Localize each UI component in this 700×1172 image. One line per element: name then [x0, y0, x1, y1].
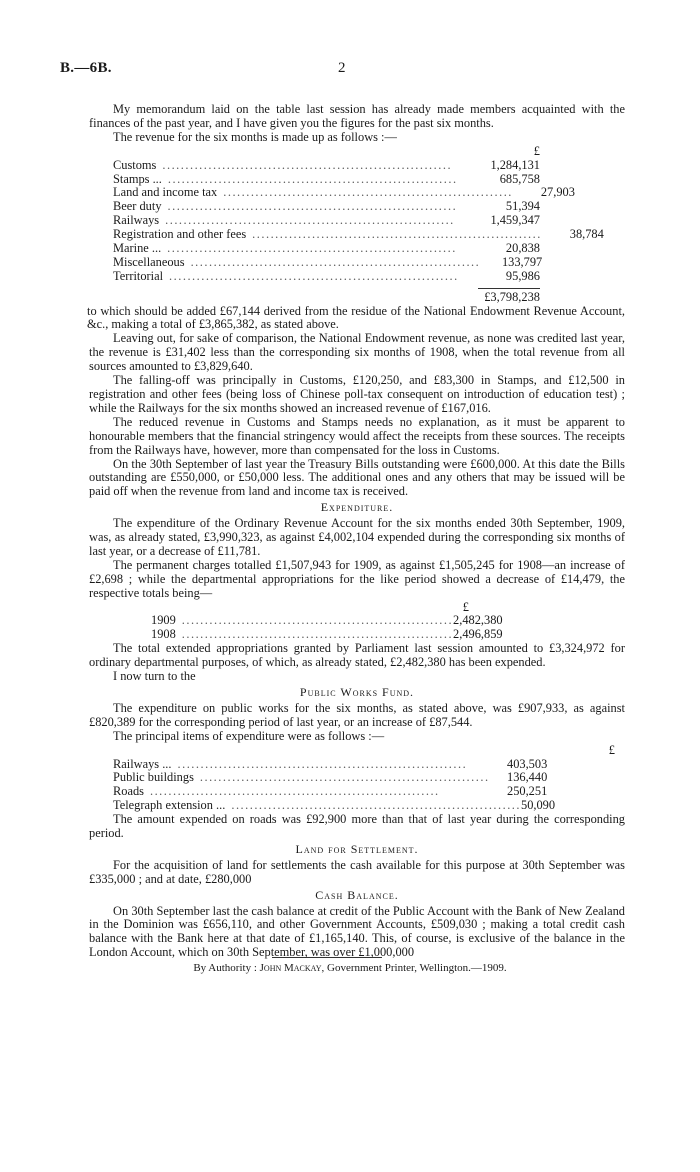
- revenue-row: Railways ............................................................... 1,459,347: [113, 213, 540, 228]
- public-works-intro: The principal items of expenditure were as follows :—: [113, 728, 385, 743]
- revenue-table: [89, 159, 625, 284]
- year-row: 1908 ........................................................... 2,496,859: [151, 627, 503, 642]
- paragraph: The permanent charges totalled £1,507,943 for 1909, as against £1,505,245 for 1908—an increase of £2,698 ; while the departmental appropriations for the like period showed a decrease of £14,479, the respective totals being—: [89, 557, 625, 600]
- appropriations-table: [89, 614, 625, 642]
- imprint-authority: By Authority :: [193, 962, 257, 974]
- document-code: B.—6B.: [60, 60, 112, 76]
- years-currency-symbol: £: [462, 599, 469, 614]
- public-works-currency-symbol: £: [608, 742, 615, 757]
- section-heading-land-settlement: Land for Settlement.: [295, 841, 419, 856]
- public-works-row: Roads ............................................................... 250,251: [113, 784, 548, 799]
- footer-rule: [272, 957, 382, 958]
- document-body: [89, 103, 625, 960]
- page-header: [60, 62, 630, 82]
- paragraph: The amount expended on roads was £92,900 more than that of last year during the corresponding period.: [89, 812, 625, 840]
- page-number: 2: [338, 60, 346, 76]
- revenue-row: Miscellaneous ............................................................... 133,797: [113, 254, 543, 269]
- revenue-row: Land and income tax ............................................................... 27,903: [113, 185, 575, 200]
- revenue-row: Territorial ............................................................... 95,986: [113, 268, 540, 283]
- intro-paragraph: My memorandum laid on the table last session has already made members acquainted with the finances of the past year, and I have given you the figures for the past six months.: [89, 102, 625, 130]
- paragraph: Leaving out, for sake of comparison, the National Endowment revenue, as none was credited last year, the revenue is £31,402 less than the corresponding six months of 1908, when the total revenue from all sources amounted to £3,829,640.: [89, 331, 625, 374]
- revenue-row: Beer duty ............................................................... 51,394: [113, 199, 540, 214]
- revenue-row: Stamps ... ............................................................... 685,758: [113, 171, 540, 186]
- section-heading-public-works: Public Works Fund.: [299, 684, 415, 699]
- public-works-row: Railways ... ............................................................... 403,503: [113, 756, 548, 771]
- paragraph: For the acquisition of land for settlements the cash available for this purpose at 30th September was £335,000 ; and at date, £280,000: [89, 857, 625, 886]
- paragraph: On the 30th September of last year the Treasury Bills outstanding were £600,000. At this date the Bills outstanding are £550,000, or £50,000 less. The additional ones and any others that may be issued will be paid off when the revenue from land and income tax is received.: [89, 456, 625, 499]
- revenue-intro: The revenue for the six months is made up as follows :—: [113, 129, 397, 144]
- revenue-row: Registration and other fees ............................................................... 38,784: [113, 227, 604, 242]
- revenue-total: £3,798,238: [484, 289, 540, 304]
- public-works-row: Telegraph extension ... ............................................................... 50,090: [113, 798, 556, 813]
- total-rule-line: [89, 284, 540, 289]
- revenue-row: Marine ... ............................................................... 20,838: [113, 240, 540, 255]
- year-row: 1909 ........................................................... 2,482,380: [151, 613, 503, 628]
- section-heading-cash-balance: Cash Balance.: [315, 887, 399, 902]
- imprint-printer-name: John Mackay,: [259, 962, 325, 974]
- paragraph: to which should be added £67,144 derived from the residue of the National Endowment Revenue Account, &c., making a total of £3,865,382, as stated above.: [87, 303, 625, 332]
- public-works-table: [89, 758, 625, 814]
- printer-imprint: [0, 962, 700, 976]
- imprint-printer-details: Government Printer, Wellington.—1909.: [327, 962, 507, 974]
- paragraph: The falling-off was principally in Customs, £120,250, and £83,300 in Stamps, and £12,500 in registration and other fees (being loss of Chinese poll-tax consequent on introduction of education test) ; while the Railways for the six months showed an increased revenue of £167,016.: [89, 373, 625, 415]
- paragraph: I now turn to the: [113, 669, 196, 684]
- revenue-row: Customs ............................................................... 1,284,131: [113, 157, 540, 172]
- paragraph: The total extended appropriations granted by Parliament last session amounted to £3,324,972 for ordinary departmental purposes, of which, as already stated, £2,482,380 has been expended.: [89, 641, 625, 670]
- public-works-row: Public buildings ............................................................... 136,440: [113, 770, 548, 785]
- paragraph: The expenditure of the Ordinary Revenue Account for the six months ended 30th September, 1909, was, as already stated, £3,990,323, as against £4,002,104 expended during the corresponding six months of last year, or a decrease of £11,781.: [89, 516, 625, 558]
- revenue-currency-symbol: £: [533, 143, 540, 158]
- section-heading-expenditure: Expenditure.: [320, 500, 394, 515]
- paragraph: The expenditure on public works for the six months, as stated above, was £907,933, as against £820,389 for the corresponding period of last year, or an increase of £87,544.: [89, 700, 625, 729]
- paragraph: The reduced revenue in Customs and Stamps needs no explanation, as it must be apparent to honourable members that the financial stringency would affect the receipts from these sources. The receipts from the Railways have, however, more than compensated for the loss in Customs.: [89, 414, 625, 457]
- paragraph: On 30th September last the cash balance at credit of the Public Account with the Bank of New Zealand in the Dominion was £656,110, and other Government Accounts, £509,030 ; making a total credit cash balance with the Bank here at that date of £1,165,140. This, of course, is exclusive of the balance in the London Account, which on 30th September, was over £1,000,000: [89, 903, 625, 960]
